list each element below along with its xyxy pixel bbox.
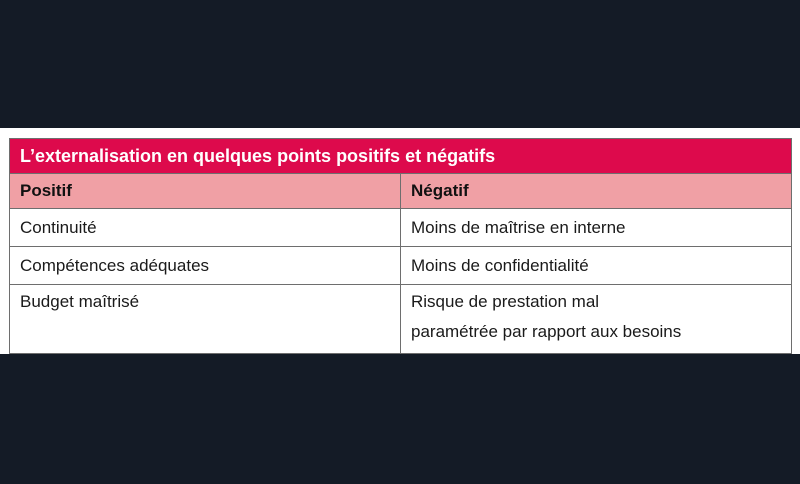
cell-negatif <box>401 285 791 353</box>
cell-negatif <box>401 247 791 284</box>
table-header-row <box>10 174 791 209</box>
cell-positif: Compétences adéquates <box>10 247 401 284</box>
table-row <box>10 247 791 285</box>
cell-positif: Budget maîtrisé <box>10 285 401 353</box>
cell-negatif-line: paramétrée par rapport aux besoins <box>411 322 682 341</box>
header-negatif: Négatif <box>411 181 469 200</box>
cell-negatif-line: Moins de confidentialité <box>411 256 589 275</box>
header-positif: Positif <box>10 174 401 208</box>
table-row <box>10 209 791 247</box>
content-panel <box>0 128 800 354</box>
comparison-table <box>9 138 792 354</box>
cell-negatif <box>401 209 791 246</box>
cell-positif: Continuité <box>10 209 401 246</box>
cell-negatif-line: Moins de maîtrise en interne <box>411 218 626 237</box>
table-title: L’externalisation en quelques points positifs et négatifs <box>10 139 791 174</box>
cell-negatif-line: Risque de prestation mal <box>411 292 600 311</box>
table-row <box>10 285 791 353</box>
